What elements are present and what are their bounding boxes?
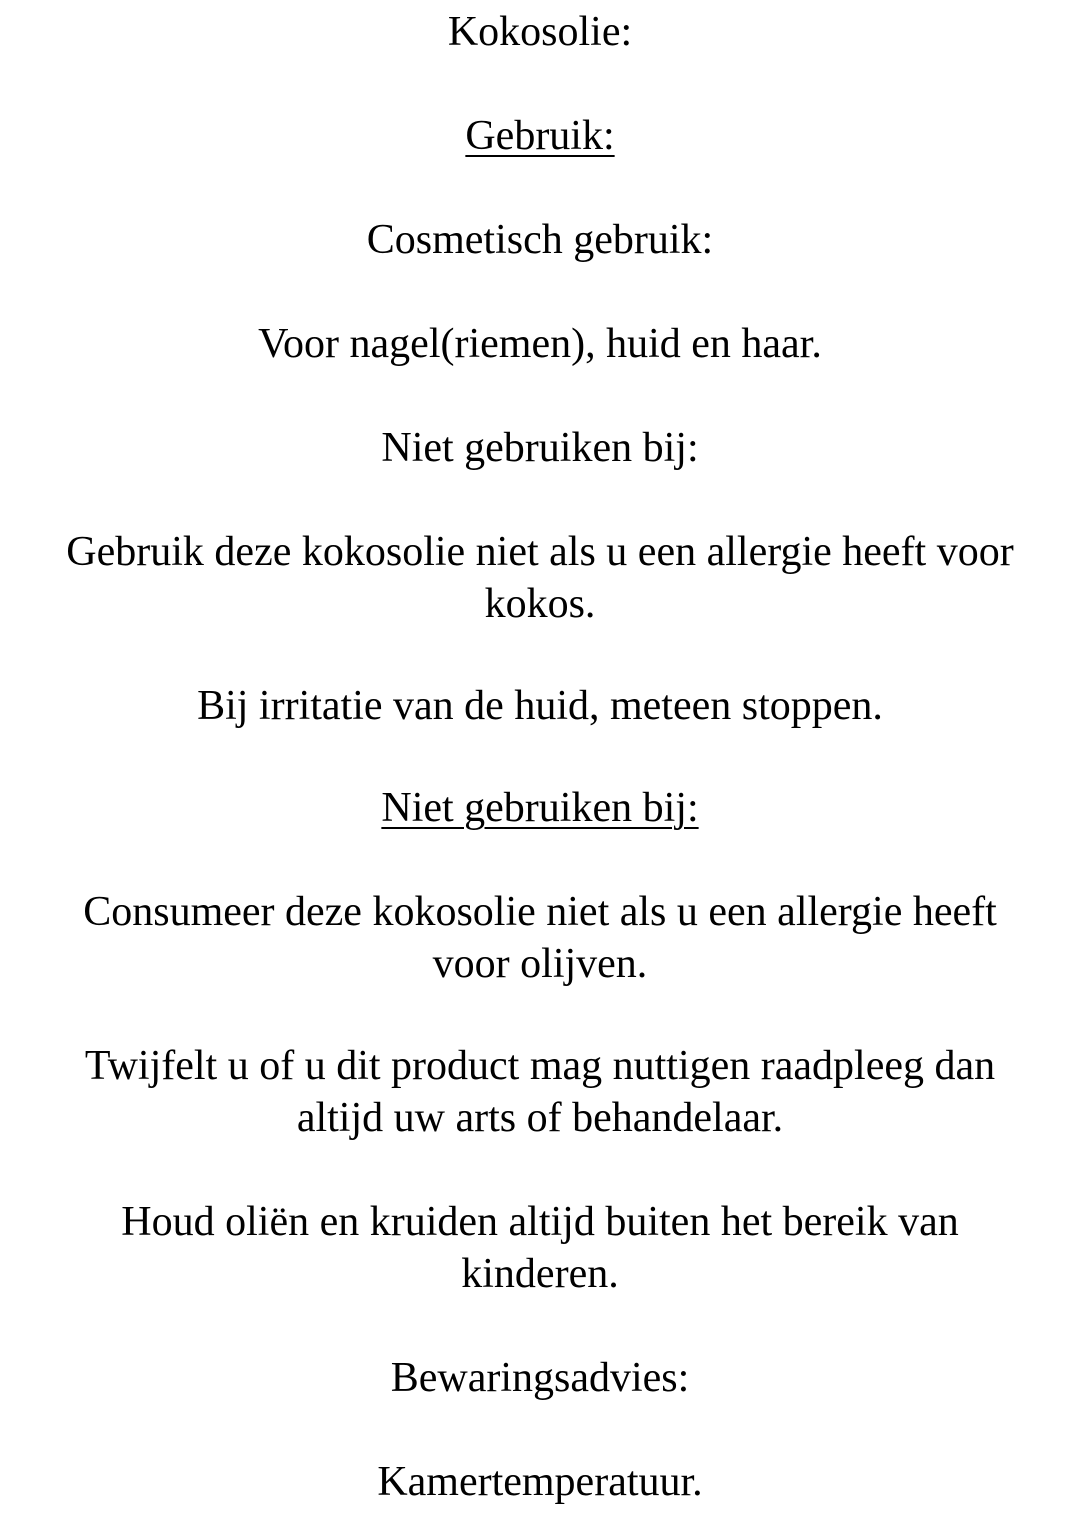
- consume-text-line-1: Consumeer deze kokosolie niet als u een allergie heeft: [83, 889, 997, 935]
- storage-heading: Bewaringsadvies:: [390, 1355, 690, 1401]
- cosmetic-text: Voor nagel(riemen), huid en haar.: [258, 321, 822, 367]
- document-title: Kokosolie:: [447, 9, 633, 55]
- usage-heading-text: Gebruik:: [465, 113, 615, 159]
- children-text-line-1: Houd oliën en kruiden altijd buiten het bereik van: [121, 1199, 959, 1245]
- cosmetic-heading: Cosmetisch gebruik:: [366, 217, 714, 263]
- not-use-heading-1: Niet gebruiken bij:: [381, 425, 699, 471]
- consume-text-line-2: voor olijven.: [432, 941, 648, 987]
- not-use-heading-2-text: Niet gebruiken bij:: [381, 785, 699, 831]
- usage-heading: [0, 110, 1080, 162]
- irritation-text: Bij irritatie van de huid, meteen stoppen.: [197, 683, 883, 729]
- doubt-text-line-2: altijd uw arts of behandelaar.: [296, 1095, 784, 1141]
- allergy-text-line-1: Gebruik deze kokosolie niet als u een allergie heeft voor: [66, 529, 1014, 575]
- storage-text: Kamertemperatuur.: [377, 1459, 703, 1505]
- allergy-text-line-2: kokos.: [484, 581, 596, 627]
- not-use-heading-2: [0, 782, 1080, 834]
- children-text-line-2: kinderen.: [461, 1251, 619, 1297]
- doubt-text-line-1: Twijfelt u of u dit product mag nuttigen raadpleeg dan: [84, 1043, 996, 1089]
